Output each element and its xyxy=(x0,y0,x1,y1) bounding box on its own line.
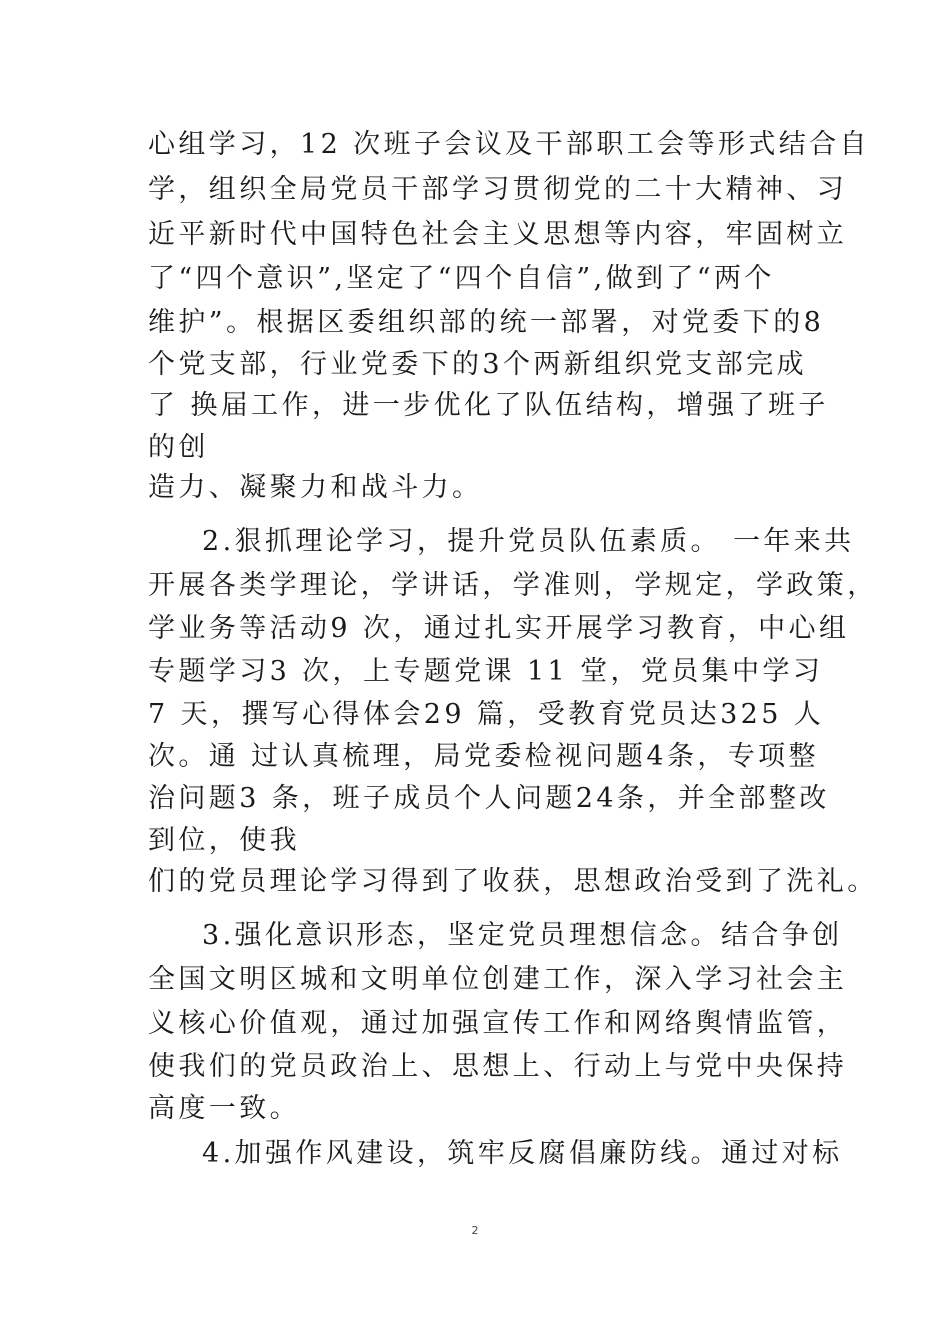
body-text-line: 维护”。根据区委组织部的统一部署，对党委下的8 xyxy=(148,307,825,338)
body-text-line: 近平新时代中国特色社会主义思想等内容，牢固树立 xyxy=(148,219,848,250)
body-text-line: 全国文明区城和文明单位创建工作，深入学习社会主 xyxy=(148,964,848,995)
body-text-line: 的创 xyxy=(148,432,209,463)
body-text-line: 次。通 过认真梳理，局党委检视问题4条，专项整 xyxy=(148,741,819,772)
body-text-line: 到位，使我 xyxy=(148,825,300,856)
body-text-line: 了 换届工作，进一步优化了队伍结构，增强了班子 xyxy=(148,390,829,421)
body-text-line: 7 天，撰写心得体会29 篇，受教育党员达325 人 xyxy=(148,699,825,730)
body-text-line: 造力、凝聚力和战斗力。 xyxy=(148,472,483,503)
body-text-line: 们的党员理论学习得到了收获，思想政治受到了洗礼。 xyxy=(148,866,878,897)
body-text-line: 开展各类学理论，学讲话，学准则，学规定，学政策， xyxy=(148,570,878,601)
body-text-line: 了“四个意识”,坚定了“四个自信”,做到了“两个 xyxy=(148,263,775,294)
body-text-line: 使我们的党员政治上、思想上、行动上与党中央保持 xyxy=(148,1051,848,1082)
section-heading-4: 4.加强作风建设，筑牢反腐倡廉防线。通过对标 xyxy=(202,1138,843,1169)
section-heading-3: 3.强化意识形态，坚定党员理想信念。结合争创 xyxy=(202,920,843,951)
body-text-line: 治问题3 条，班子成员个人问题24条，并全部整改 xyxy=(148,783,830,814)
section-heading-2: 2.狠抓理论学习，提升党员队伍素质。 一年来共 xyxy=(202,526,855,557)
body-text-line: 专题学习3 次，上专题党课 11 堂，党员集中学习 xyxy=(148,656,824,687)
body-text-line: 义核心价值观，通过加强宣传工作和网络舆情监管， xyxy=(148,1008,848,1039)
body-text-line: 高度一致。 xyxy=(148,1093,300,1124)
body-text-line: 学业务等活动9 次，通过扎实开展学习教育，中心组 xyxy=(148,613,850,644)
body-text-line: 心组学习，12 次班子会议及干部职工会等形式结合自 xyxy=(148,129,870,160)
page-number: 2 xyxy=(471,1224,479,1237)
body-text-line: 学，组织全局党员干部学习贯彻党的二十大精神、习 xyxy=(148,174,848,205)
body-text-line: 个党支部，行业党委下的3个两新组织党支部完成 xyxy=(148,349,807,380)
